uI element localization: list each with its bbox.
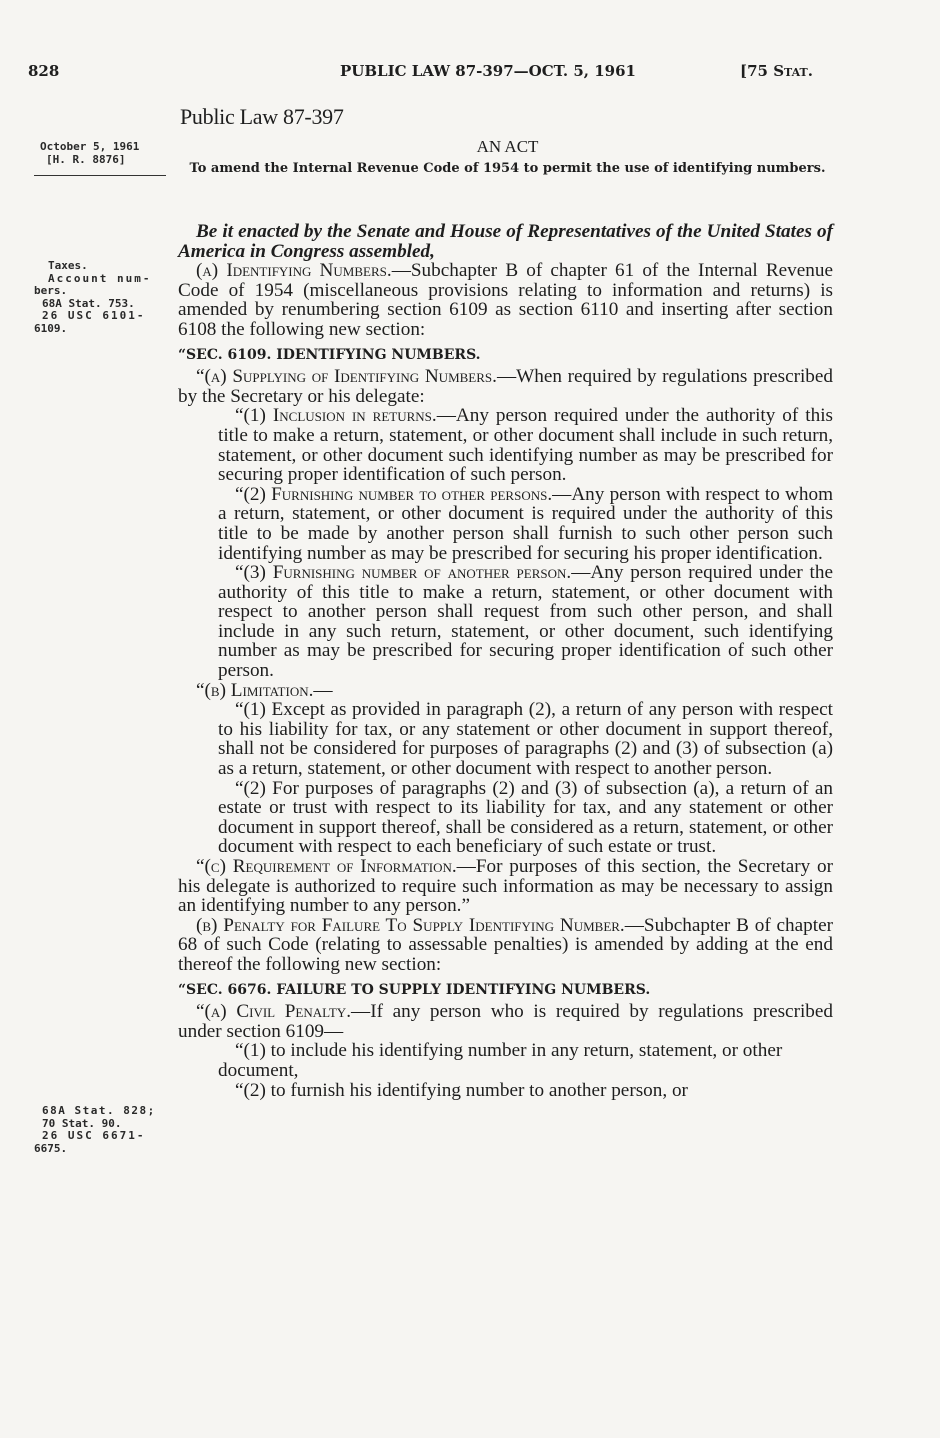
- subsection-c: [178, 857, 833, 916]
- act-body: [178, 222, 833, 1100]
- paragraph-a2: [218, 485, 833, 563]
- running-title: PUBLIC LAW 87-397—OCT. 5, 1961: [340, 62, 636, 80]
- section-heading: “(c) Requirement of Information.: [196, 856, 457, 877]
- margin-line: 26 USC 6101-: [42, 309, 146, 322]
- section-text: —Any person required under the authority of this title to make a return, statement, or other document shall include in such return, statement, or other document such identifying number as may be prescribed for securing proper identification of such person.: [218, 405, 834, 486]
- margin-line: 26 USC 6671-: [42, 1129, 146, 1142]
- section-heading: (a) Identifying Numbers.: [196, 260, 392, 282]
- section-heading: “(2) Furnishing number to other persons.: [235, 483, 553, 505]
- section-heading: “(a) Civil Penalty.: [196, 1001, 351, 1023]
- act-subtitle: To amend the Internal Revenue Code of 1954 to permit the use of identifying numbers.: [189, 161, 826, 176]
- margin-line: Taxes.: [48, 259, 88, 272]
- penalty-paragraph-2: “(2) to furnish his identifying number to another person, or: [235, 1079, 688, 1101]
- section-b: [178, 916, 833, 975]
- paragraph-b1: “(1) Except as provided in paragraph (2), a return of any person with respect to his liability for tax, or any statement or other document in support thereof, shall not be considered for purposes of paragraphs (2) and (3) of subsection (a) as a return, statement, or other document with respect to another person.: [218, 699, 833, 780]
- margin-line: 68A Stat. 828;: [42, 1104, 156, 1117]
- margin-date: October 5, 1961: [40, 140, 140, 153]
- an-act-heading: AN ACT: [476, 137, 539, 156]
- margin-line: 6109.: [34, 321, 68, 335]
- margin-line: Account num-: [48, 271, 152, 285]
- page-number: 828: [28, 62, 60, 80]
- section-heading: “(1) Inclusion in returns.: [235, 405, 437, 427]
- penalty-paragraph-1: “(1) to include his identifying number in any return, statement, or other document,: [218, 1040, 783, 1081]
- subsection-b-heading: “(b) Limitation.—: [196, 679, 333, 701]
- margin-line: 70 Stat. 90.: [42, 1116, 122, 1130]
- margin-note-stat: [34, 1105, 156, 1155]
- sec-6109-heading: “SEC. 6109. IDENTIFYING NUMBERS.: [178, 346, 481, 363]
- margin-line: 6675.: [34, 1141, 68, 1155]
- section-text: —Subchapter B of chapter 61 of the Internal Revenue Code of 1954 (miscellaneous provisions relating to information and returns) is amended by renumbering section 6109 as section 6110 and inserting after section 6108 the following new section:: [178, 260, 833, 340]
- section-heading: “(3) Furnishing number of another person.: [235, 562, 572, 584]
- margin-rule: [34, 175, 166, 176]
- paragraph-a3: [218, 563, 833, 681]
- paragraph-a1: [218, 406, 833, 484]
- paragraph-b2: “(2) For purposes of paragraphs (2) and (3) of subsection (a), a return of an estate or trust with respect to its liability for tax, and any statement or other document in support thereof, shall be considered as a return, statement, or other document with respect to each beneficiary of such estate or trust.: [218, 777, 833, 858]
- section-a: [178, 261, 833, 339]
- section-heading: (b) Penalty for Failure To Supply Identifying Number.: [196, 914, 625, 936]
- enacting-clause: Be it enacted by the Senate and House of Representatives of the United States of America in Congress assembled,: [178, 221, 833, 262]
- section-text: —If any person who is required by regulations prescribed under section 6109—: [178, 1001, 833, 1042]
- section-text: —When required by regulations prescribed by the Secretary or his delegate:: [178, 366, 834, 407]
- margin-line: 68A Stat. 753.: [42, 296, 135, 310]
- margin-line: bers.: [34, 284, 68, 297]
- margin-note-taxes: [34, 260, 151, 335]
- sec-6676-heading: “SEC. 6676. FAILURE TO SUPPLY IDENTIFYING NUMBERS.: [178, 981, 651, 998]
- section-text: —For purposes of this section, the Secretary or his delegate is authorized to require such information as may be necessary to assign an identifying number to any person.”: [178, 856, 833, 917]
- margin-bill: [H. R. 8876]: [46, 153, 126, 166]
- section-text: —Subchapter B of chapter 68 of such Code (relating to assessable penalties) is amended by adding at the end thereof the following new section:: [178, 914, 834, 975]
- subsection-a: [178, 367, 833, 406]
- section-text: —Any person required under the authority of this title to make a return, statement, or other document with respect to another person shall request from such other person, and shall include in any such return, statement, or other document, such identifying number as may be prescribed for securing proper identification of such other person.: [218, 562, 833, 682]
- law-title: Public Law 87-397: [180, 104, 344, 129]
- section-heading: “(a) Supplying of Identifying Numbers.: [196, 366, 497, 388]
- volume-label: [75 Stat.: [740, 62, 813, 80]
- section-text: —Any person with respect to whom a return, statement, or other document is required under the authority of this title to be made by another person shall furnish to such other person such identifying number as may be prescribed for securing his proper identification.: [218, 483, 833, 564]
- civil-penalty: [178, 1002, 833, 1041]
